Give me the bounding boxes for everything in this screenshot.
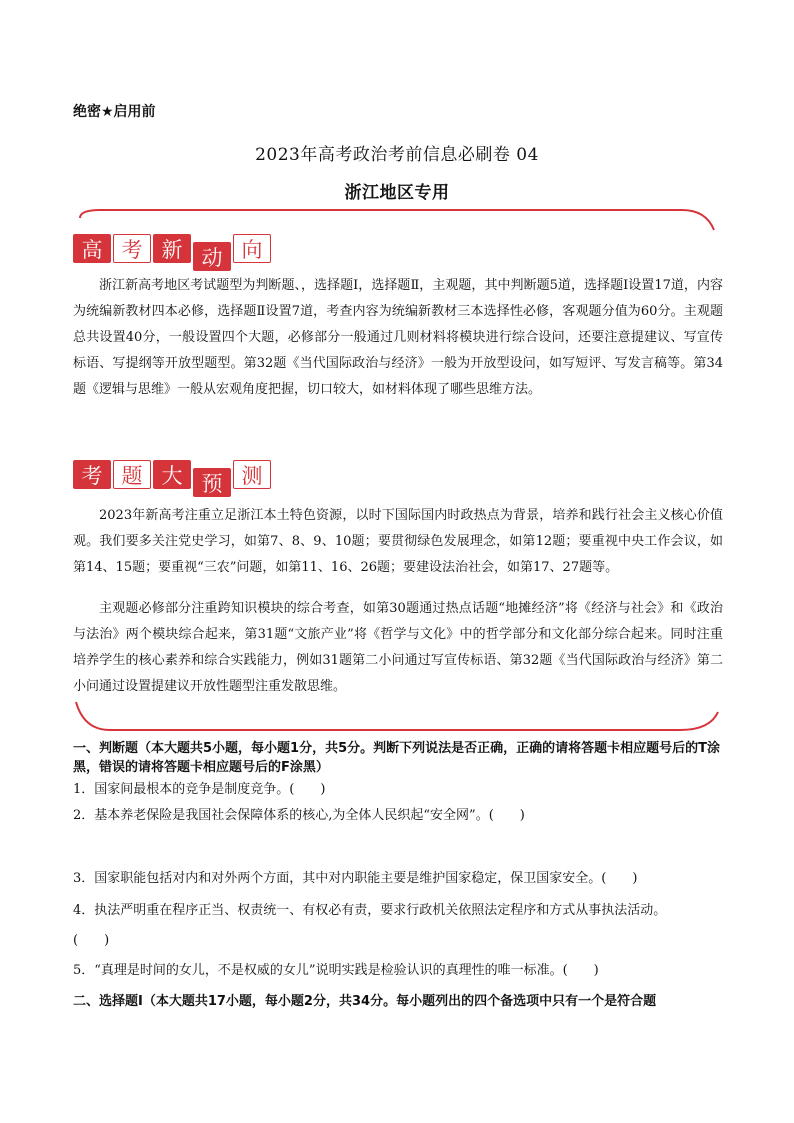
question-4: 4．执法严明重在程序正当、权责统一、有权必有责，要求行政机关依照法定程序和方式从事执法活动。 xyxy=(73,903,667,918)
question-2: 2．基本养老保险是我国社会保障体系的核心,为全体人民织起“安全网”。( ) xyxy=(73,808,525,823)
part1-heading: 一、判断题（本大题共5小题，每小题1分，共5分。判断下列说法是否正确，正确的请将答题卡相应题号后的T涂黑，错误的请将答题卡相应题号后的F涂黑） xyxy=(73,741,721,775)
confidential-label: 绝密★启用前 xyxy=(73,104,156,120)
banner-char: 动 xyxy=(193,242,231,271)
prediction-banner xyxy=(73,460,271,497)
banner-char: 向 xyxy=(233,234,271,263)
question-1: 1．国家间最根本的竞争是制度竞争。( ) xyxy=(73,782,326,797)
banner-char: 测 xyxy=(233,460,271,489)
banner-char: 考 xyxy=(73,460,111,489)
banner-char: 大 xyxy=(153,460,191,489)
exam-title: 2023年高考政治考前信息必刷卷 04 xyxy=(255,145,539,165)
banner-char: 题 xyxy=(113,460,151,489)
new-trend-paragraph: 浙江新高考地区考试题型为判断题、，选择题Ⅰ，选择题Ⅱ，主观题，其中判断题5道，选择题Ⅰ设置17道，内容为统编新教材四本必修，选择题Ⅱ设置7道，考查内容为统编新教材三本选择性必修，客观题分值为60分。主观题总共设置40分，一般设置四个大题，必修部分一般通过几则材料将模块进行综合设问，还要注意提建议、写宣传标语、写提纲等开放型题型。第32题《当代国际政治与经济》一般为开放型设问，如写短评、写发言稿等。第34题《逻辑与思维》一般从宏观角度把握，切口较大，如材料体现了哪些思维方法。 xyxy=(73,278,723,397)
question-5: 5．“真理是时间的女儿，不是权威的女儿”说明实践是检验认识的真理性的唯一标准。( ) xyxy=(73,963,599,978)
banner-char: 预 xyxy=(193,468,231,497)
prediction-paragraph-1: 2023年新高考注重立足浙江本土特色资源，以时下国际国内时政热点为背景，培养和践行社会主义核心价值观。我们要多关注党史学习，如第7、8、9、10题；要贯彻绿色发展理念，如第12题；要重视中央工作会议，如第14、15题；要重视“三农”问题，如第11、16、26题；要建设法治社会，如第17、27题等。 xyxy=(73,508,723,575)
banner-char: 高 xyxy=(73,234,111,263)
part2-heading: 二、选择题Ⅰ（本大题共17小题，每小题2分，共34分。每小题列出的四个备选项中只有一个是符合题 xyxy=(73,994,657,1009)
new-trend-banner xyxy=(73,234,271,271)
question-3: 3．国家职能包括对内和对外两个方面，其中对内职能主要是维护国家稳定，保卫国家安全。( ) xyxy=(73,871,638,886)
question-4-answer-blank: ( ) xyxy=(73,933,110,948)
banner-char: 考 xyxy=(113,234,151,263)
exam-subtitle: 浙江地区专用 xyxy=(344,183,450,203)
prediction-paragraph-2: 主观题必修部分注重跨知识模块的综合考查，如第30题通过热点话题“地摊经济”将《经济与社会》和《政治与法治》两个模块综合起来，第31题“文旅产业”将《哲学与文化》中的哲学部分和文化部分综合起来。同时注重培养学生的核心素养和综合实践能力，例如31题第二小问通过写宣传标语、第32题《当代国际政治与经济》第二小问通过设置提建议开放性题型注重发散思维。 xyxy=(73,601,723,694)
banner-char: 新 xyxy=(153,234,191,263)
